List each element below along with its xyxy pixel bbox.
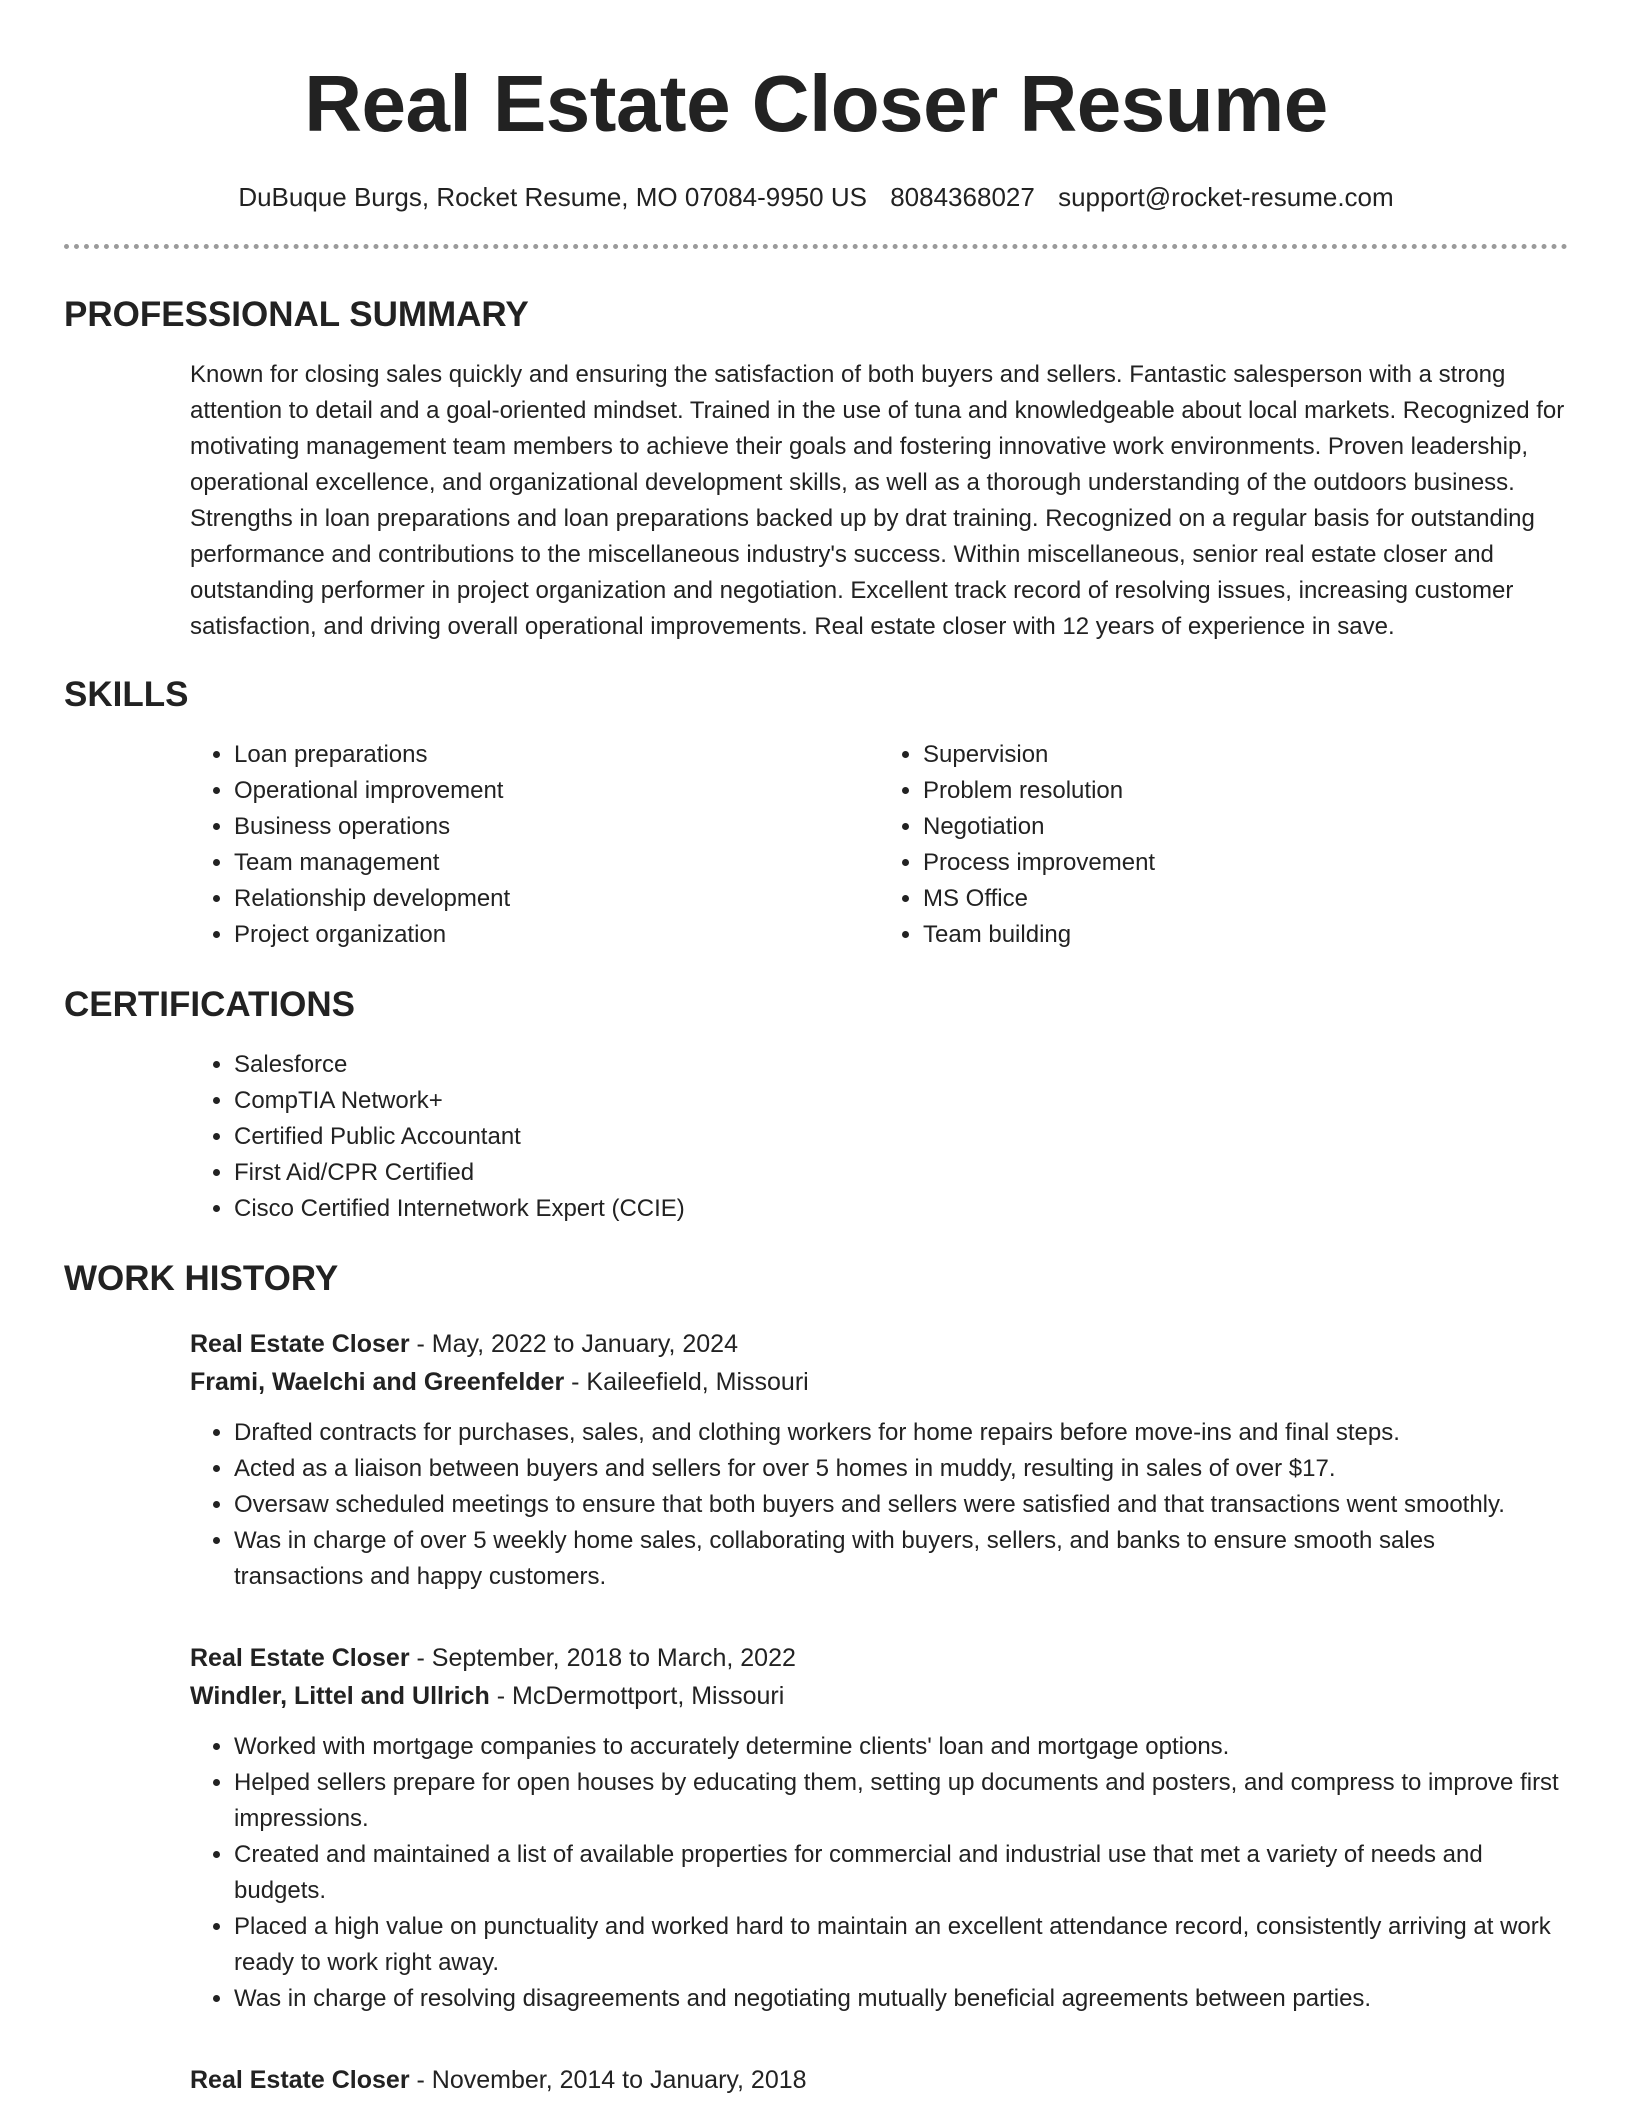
- skills-section: [64, 737, 1568, 953]
- certification-item: • First Aid/CPR Certified: [234, 1155, 1568, 1191]
- job-company: Windler, Littel and Ullrich: [190, 1682, 490, 1710]
- job-duty-item: • Drafted contracts for purchases, sales, and clothing workers for home repairs before move-ins and final steps.: [234, 1415, 1568, 1451]
- job-duty-item: • Helped sellers prepare for open houses by educating them, setting up documents and posters, and compress to improve first impressions.: [234, 1765, 1568, 1837]
- job-title-line: [190, 1639, 1568, 1677]
- skill-item: • Team management: [234, 845, 879, 881]
- skill-item: • Relationship development: [234, 881, 879, 917]
- job-entry: [190, 1639, 1568, 2017]
- job-entry: [190, 2061, 1568, 2099]
- certifications-heading: CERTIFICATIONS: [64, 985, 356, 1024]
- skill-item: • Supervision: [923, 737, 1568, 773]
- certification-item: • Salesforce: [234, 1047, 1568, 1083]
- skill-item: • Problem resolution: [923, 773, 1568, 809]
- job-duty-item: • Created and maintained a list of available properties for commercial and industrial use that met a variety of needs and budgets.: [234, 1837, 1568, 1909]
- job-location: - McDermottport, Missouri: [489, 1682, 785, 1710]
- skill-item: • Negotiation: [923, 809, 1568, 845]
- job-company: Frami, Waelchi and Greenfelder: [190, 1368, 565, 1396]
- work-history-section: [64, 1325, 1568, 2099]
- job-duty-item: • Acted as a liaison between buyers and sellers for over 5 homes in muddy, resulting in sales of over $17.: [234, 1451, 1568, 1487]
- job-dates: - September, 2018 to March, 2022: [409, 1644, 796, 1672]
- job-company-line: [190, 1677, 1568, 1715]
- job-duties-list: [190, 1729, 1568, 2017]
- skill-item: • Operational improvement: [234, 773, 879, 809]
- job-company-line: [190, 1363, 1568, 1401]
- certification-item: • Cisco Certified Internetwork Expert (CCIE): [234, 1191, 1568, 1227]
- job-duty-item: • Worked with mortgage companies to accurately determine clients' loan and mortgage options.: [234, 1729, 1568, 1765]
- work-history-heading: WORK HISTORY: [64, 1259, 339, 1298]
- job-title-line: [190, 1325, 1568, 1363]
- certification-item: • Certified Public Accountant: [234, 1119, 1568, 1155]
- skills-column-right: [879, 737, 1568, 953]
- certification-item: • CompTIA Network+: [234, 1083, 1568, 1119]
- skill-item: • MS Office: [923, 881, 1568, 917]
- resume-title: Real Estate Closer Resume: [304, 59, 1328, 148]
- contact-line: [64, 180, 1568, 214]
- job-entry: [190, 1325, 1568, 1595]
- job-location: - Kaileefield, Missouri: [564, 1368, 809, 1396]
- job-duty-item: • Oversaw scheduled meetings to ensure that both buyers and sellers were satisfied and that transactions went smoothly.: [234, 1487, 1568, 1523]
- certifications-section: [64, 1047, 1568, 1227]
- skills-column-left: [190, 737, 879, 953]
- skill-item: • Project organization: [234, 917, 879, 953]
- summary-section: [64, 357, 1568, 645]
- job-title-line: [190, 2061, 1568, 2099]
- skill-item: • Team building: [923, 917, 1568, 953]
- skills-grid: [190, 737, 1568, 953]
- job-dates: - May, 2022 to January, 2024: [409, 1330, 738, 1358]
- job-title: Real Estate Closer: [190, 1330, 410, 1358]
- job-duty-item: • Was in charge of resolving disagreements and negotiating mutually beneficial agreements between parties.: [234, 1981, 1568, 2017]
- skill-item: • Business operations: [234, 809, 879, 845]
- job-duties-list: [190, 1415, 1568, 1595]
- contact-address: DuBuque Burgs, Rocket Resume, MO 07084-9950 US: [238, 182, 867, 212]
- job-dates: - November, 2014 to January, 2018: [409, 2066, 807, 2094]
- job-title: Real Estate Closer: [190, 2066, 410, 2094]
- job-title: Real Estate Closer: [190, 1644, 410, 1672]
- job-duty-item: • Was in charge of over 5 weekly home sales, collaborating with buyers, sellers, and banks to ensure smooth sales transactions and happy customers.: [234, 1523, 1568, 1595]
- summary-heading: PROFESSIONAL SUMMARY: [64, 295, 529, 334]
- header-divider: [64, 244, 1568, 249]
- summary-text: Known for closing sales quickly and ensuring the satisfaction of both buyers and sellers. Fantastic salesperson with a strong attention to detail and a goal-oriented mindset. Trained in the use of tuna and knowledgeable about local markets. Recognized for motivating management team members to achieve their goals and fostering innovative work environments. Proven leadership, operational excellence, and organizational development skills, as well as a thorough understanding of the outdoors business. Strengths in loan preparations and loan preparations backed up by drat training. Recognized on a regular basis for outstanding performance and contributions to the miscellaneous industry's success. Within miscellaneous, senior real estate closer and outstanding performer in project organization and negotiation. Excellent track record of resolving issues, increasing customer satisfaction, and driving overall operational improvements. Real estate closer with 12 years of experience in save.: [190, 361, 1565, 640]
- skill-item: • Process improvement: [923, 845, 1568, 881]
- skill-item: • Loan preparations: [234, 737, 879, 773]
- job-duty-item: • Placed a high value on punctuality and worked hard to maintain an excellent attendance record, consistently arriving at work ready to work right away.: [234, 1909, 1568, 1981]
- certifications-list: [190, 1047, 1568, 1227]
- contact-email: support@rocket-resume.com: [1058, 182, 1394, 212]
- skills-heading: SKILLS: [64, 675, 189, 714]
- contact-phone: 8084368027: [890, 182, 1035, 212]
